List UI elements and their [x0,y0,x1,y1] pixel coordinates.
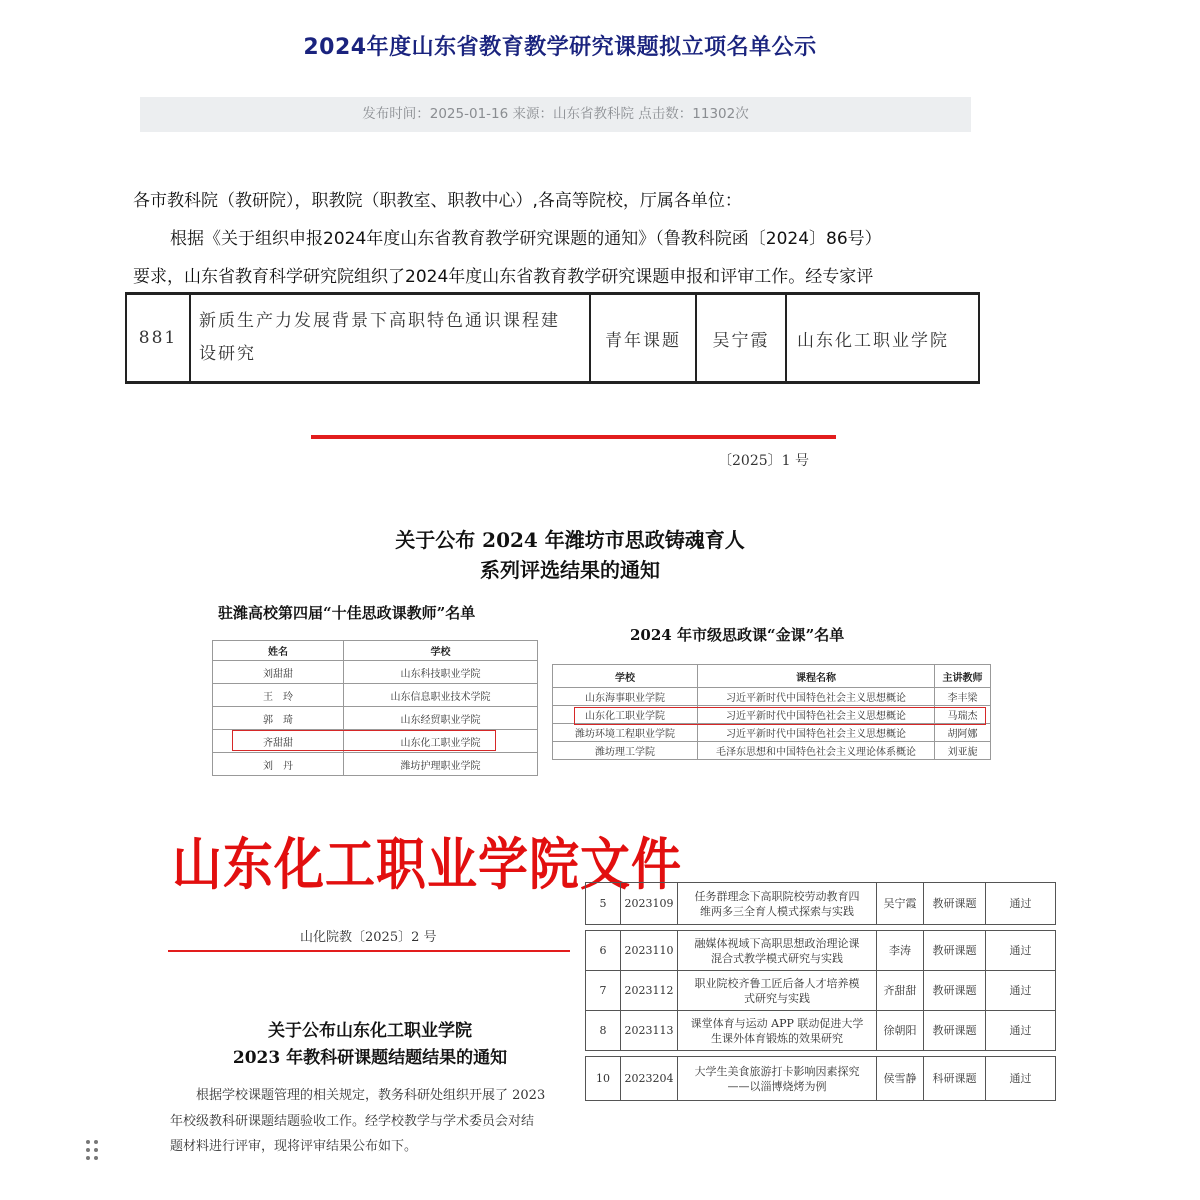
project-code: 2023112 [621,971,678,1011]
project-result: 通过 [986,971,1056,1011]
teacher-name: 郭 琦 [213,707,344,730]
teacher-list-heading: 驻潍高校第四届“十佳思政课教师”名单 [218,604,476,622]
topic-line: 维两多三全育人模式探索与实践 [700,904,854,918]
body-line: 要求，山东省教育科学研究院组织了2024年度山东省教育教学研究课题申报和评审工作。经专家评 [133,267,874,287]
table-row [213,753,538,776]
document-header: 山东化工职业学院文件 [172,831,682,898]
highlight-box [232,730,496,751]
notice-title: 系列评选结果的通知 [480,558,660,582]
column-header: 学校 [344,641,538,661]
topic-line: 任务群理念下高职院校劳动教育四 [694,889,860,903]
project-topic [678,1057,877,1101]
topic-line: 融媒体视域下高职思想政治理论课 [694,936,860,950]
teacher-school: 山东信息职业技术学院 [344,684,538,707]
red-divider [168,950,570,952]
teacher-school: 山东经贸职业学院 [344,707,538,730]
project-type: 教研课题 [924,1011,986,1051]
project-result: 通过 [986,883,1056,925]
addressee-line: 各市教科院（教研院），职教院（职教室、职教中心）,各高等院校，厅属各单位： [133,191,742,211]
body-line: 题材料进行评审，现将评审结果公布如下。 [170,1139,418,1154]
table-header-row [213,641,538,661]
project-topic [678,883,877,925]
topic-line: 生课外体育锻炼的效果研究 [711,1031,843,1045]
course-teacher: 刘亚旎 [935,742,991,760]
project-code: 2023204 [621,1057,678,1101]
project-topic [678,931,877,971]
topic-line: 新质生产力发展背景下高职特色通识课程建 [199,311,560,331]
course-school: 山东海事职业学院 [553,688,698,706]
table-row [586,883,1056,925]
project-code: 2023110 [621,931,678,971]
teacher-name: 王 玲 [213,684,344,707]
table-row [586,931,1056,971]
project-result: 通过 [986,931,1056,971]
highlight-box [574,707,986,725]
teacher-school: 山东科技职业学院 [344,661,538,684]
project-table [125,292,980,384]
table-row [553,724,991,742]
project-topic [678,971,877,1011]
course-teacher: 胡阿娜 [935,724,991,742]
publish-meta: 发布时间：2025-01-16 来源：山东省教科院 点击数：11302次 [140,97,971,132]
teacher-name: 刘甜甜 [213,661,344,684]
teacher-name: 齐甜甜 [213,730,344,753]
drag-handle-icon[interactable] [86,1140,100,1162]
table-row [586,971,1056,1011]
project-topic [190,294,590,383]
topic-line: ——以淄博烧烤为例 [727,1079,827,1093]
notice-title: 2023 年教科研课题结题结果的通知 [232,1048,508,1068]
topic-line: 式研究与实践 [744,991,810,1005]
course-teacher: 李丰梁 [935,688,991,706]
project-school: 山东化工职业学院 [786,294,979,383]
topic-line: 设研究 [199,344,256,364]
project-code: 2023109 [621,883,678,925]
topic-line: 大学生美食旅游打卡影响因素探究 [694,1064,860,1078]
body-line: 根据学校课题管理的相关规定，教务科研处组织开展了 2023 [196,1088,546,1103]
project-type: 科研课题 [924,1057,986,1101]
row-number: 8 [586,1011,621,1051]
row-number: 7 [586,971,621,1011]
column-header: 课程名称 [698,665,935,688]
row-number: 5 [586,883,621,925]
document-number: 山化院教〔2025〕2 号 [300,930,437,945]
project-result: 通过 [986,1011,1056,1051]
project-type: 教研课题 [924,931,986,971]
row-number: 881 [126,294,190,383]
teacher-table [212,640,538,776]
course-school: 山东化工职业学院 [553,706,698,724]
course-name: 习近平新时代中国特色社会主义思想概论 [698,706,935,724]
table-row [553,742,991,760]
topic-line: 职业院校齐鲁工匠后备人才培养模 [694,976,860,990]
table-row [213,707,538,730]
result-table [585,882,1056,1101]
table-row [586,1057,1056,1101]
red-divider [311,435,836,439]
project-leader: 齐甜甜 [877,971,924,1011]
topic-line: 混合式教学模式研究与实践 [711,951,843,965]
table-row [586,1011,1056,1051]
course-name: 习近平新时代中国特色社会主义思想概论 [698,724,935,742]
project-type: 教研课题 [924,883,986,925]
project-topic [678,1011,877,1051]
notice-title: 关于公布山东化工职业学院 [268,1021,472,1041]
table-row [213,684,538,707]
table-row [553,688,991,706]
course-school: 潍坊理工学院 [553,742,698,760]
project-result: 通过 [986,1057,1056,1101]
project-leader: 李涛 [877,931,924,971]
row-number: 10 [586,1057,621,1101]
course-name: 毛泽东思想和中国特色社会主义理论体系概论 [698,742,935,760]
column-header: 姓名 [213,641,344,661]
project-code: 2023113 [621,1011,678,1051]
course-name: 习近平新时代中国特色社会主义思想概论 [698,688,935,706]
table-row [126,294,979,383]
project-type: 教研课题 [924,971,986,1011]
teacher-name: 刘 丹 [213,753,344,776]
table-row [213,661,538,684]
project-leader: 侯雪静 [877,1057,924,1101]
project-type: 青年课题 [590,294,696,383]
body-line: 根据《关于组织申报2024年度山东省教育教学研究课题的通知》（鲁教科院函〔2024〕86号） [170,229,882,249]
body-line: 年校级教科研课题结题验收工作。经学校教学与学术委员会对结 [170,1114,535,1129]
course-teacher: 马瑞杰 [935,706,991,724]
document-number: 〔2025〕1 号 [718,453,809,469]
course-school: 潍坊环境工程职业学院 [553,724,698,742]
project-leader: 徐朝阳 [877,1011,924,1051]
project-leader: 吴宁霞 [877,883,924,925]
teacher-school: 潍坊护理职业学院 [344,753,538,776]
teacher-school: 山东化工职业学院 [344,730,538,753]
table-header-row [553,665,991,688]
topic-line: 课堂体育与运动 APP 联动促进大学 [690,1016,864,1030]
project-leader: 吴宁霞 [696,294,786,383]
column-header: 学校 [553,665,698,688]
golden-course-heading: 2024 年市级思政课“金课”名单 [630,626,845,644]
notice-title: 关于公布 2024 年潍坊市思政铸魂育人 [395,528,745,552]
page-title: 2024年度山东省教育教学研究课题拟立项名单公示 [303,35,817,60]
row-number: 6 [586,931,621,971]
column-header: 主讲教师 [935,665,991,688]
